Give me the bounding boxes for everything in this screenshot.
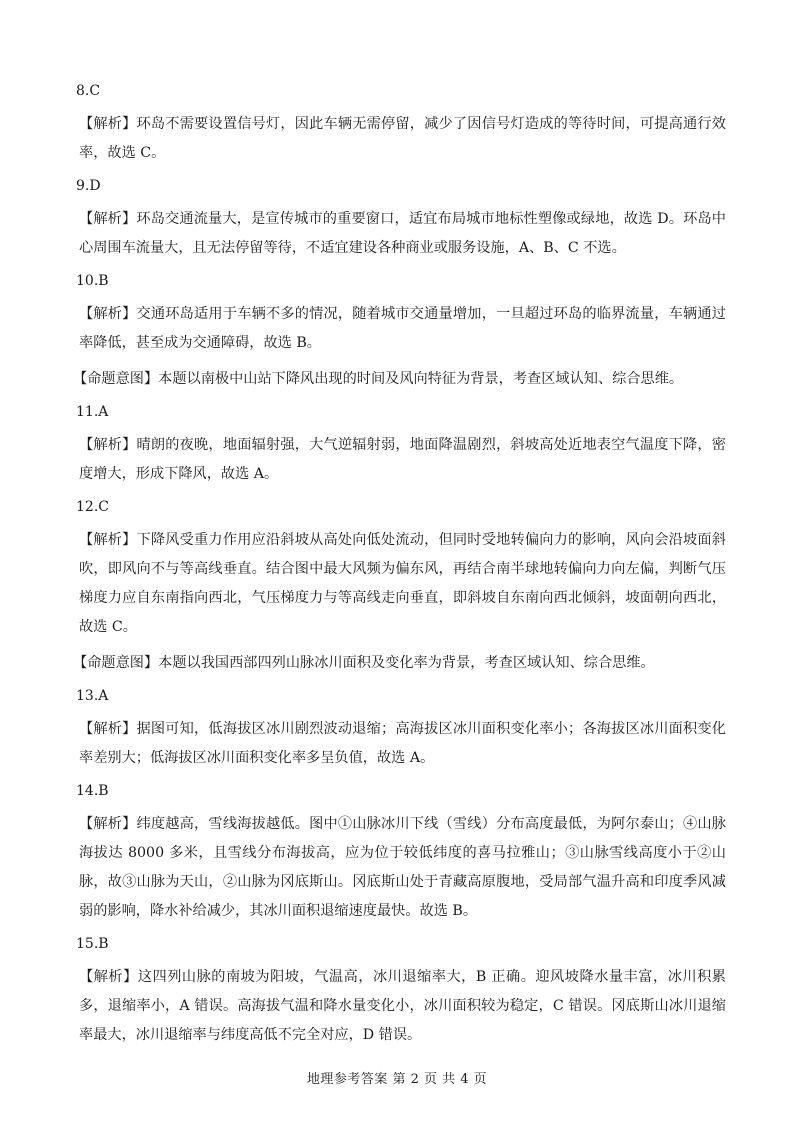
explanation-text: 【解析】下降风受重力作用应沿斜坡从高处向低处流动，但同时受地转偏向力的影响，风向会沿坡面斜吹，即风向不与等高线垂直。结合图中最大风频为偏东风，再结合南半球地转偏向力向左偏，判断气压梯度力应自东南指向西北，气压梯度力与等高线走向垂直，即斜坡自东南向西北倾斜，坡面朝向西北，故选 C。 bbox=[79, 532, 726, 635]
answer-number: 13.A bbox=[76, 688, 109, 704]
explanation-text: 【解析】纬度越高，雪线海拔越低。图中①山脉冰川下线（雪线）分布高度最低，为阿尔泰山；④山脉海拔达 8000 多米，且雪线分布海拔高，应为位于较低纬度的喜马拉雅山；③山脉雪线高度小于②山脉，故③山脉为天山，②山脉为冈底斯山。冈底斯山处于青藏高原腹地，受局部气温升高和印度季风减弱的影响，降水补给减少，其冰川面积退缩速度最快。故选 B。 bbox=[79, 816, 726, 919]
explanation-text: 【解析】晴朗的夜晚，地面辐射强，大气逆辐射弱，地面降温剧烈，斜坡高处近地表空气温度下降，密度增大，形成下降风，故选 A。 bbox=[79, 437, 726, 482]
answer-number: 14.B bbox=[76, 783, 109, 799]
question-intent: 【命题意图】本题以我国西部四列山脉冰川面积及变化率为背景，考查区域认知、综合思维。 bbox=[73, 655, 655, 671]
answer-number: 8.C bbox=[76, 83, 101, 99]
question-intent: 【命题意图】本题以南极中山站下降风出现的时间及风向特征为背景，考查区域认知、综合思维。 bbox=[73, 371, 684, 387]
answer-number: 11.A bbox=[76, 404, 109, 420]
answer-number: 15.B bbox=[76, 936, 109, 952]
answer-number: 9.D bbox=[76, 178, 101, 194]
answer-content bbox=[73, 80, 726, 1057]
answer-number: 10.B bbox=[76, 273, 109, 289]
answer-number: 12.C bbox=[76, 499, 109, 515]
explanation-text: 【解析】环岛不需要设置信号灯，因此车辆无需停留，减少了因信号灯造成的等待时间，可提高通行效率，故选 C。 bbox=[79, 116, 726, 161]
explanation-text: 【解析】交通环岛适用于车辆不多的情况，随着城市交通量增加，一旦超过环岛的临界流量，车辆通过率降低，甚至成为交通障碍，故选 B。 bbox=[79, 306, 726, 351]
explanation-text: 【解析】环岛交通流量大，是宣传城市的重要窗口，适宜布局城市地标性塑像或绿地，故选 D。环岛中心周围车流量大，且无法停留等待，不适宜建设各种商业或服务设施，A、B、C 不选。 bbox=[79, 211, 726, 256]
explanation-text: 【解析】据图可知，低海拔区冰川剧烈波动退缩；高海拔区冰川面积变化率小；各海拔区冰川面积变化率差别大；低海拔区冰川面积变化率多呈负值，故选 A。 bbox=[79, 721, 726, 766]
page-footer: 地理参考答案 第 2 页 共 4 页 bbox=[306, 1072, 488, 1087]
explanation-text: 【解析】这四列山脉的南坡为阳坡，气温高，冰川退缩率大，B 正确。迎风坡降水量丰富，冰川积累多，退缩率小，A 错误。高海拔气温和降水量变化小，冰川面积较为稳定，C 错误。冈底斯山冰川退缩率最大，冰川退缩率与纬度高低不完全对应，D 错误。 bbox=[79, 969, 726, 1043]
